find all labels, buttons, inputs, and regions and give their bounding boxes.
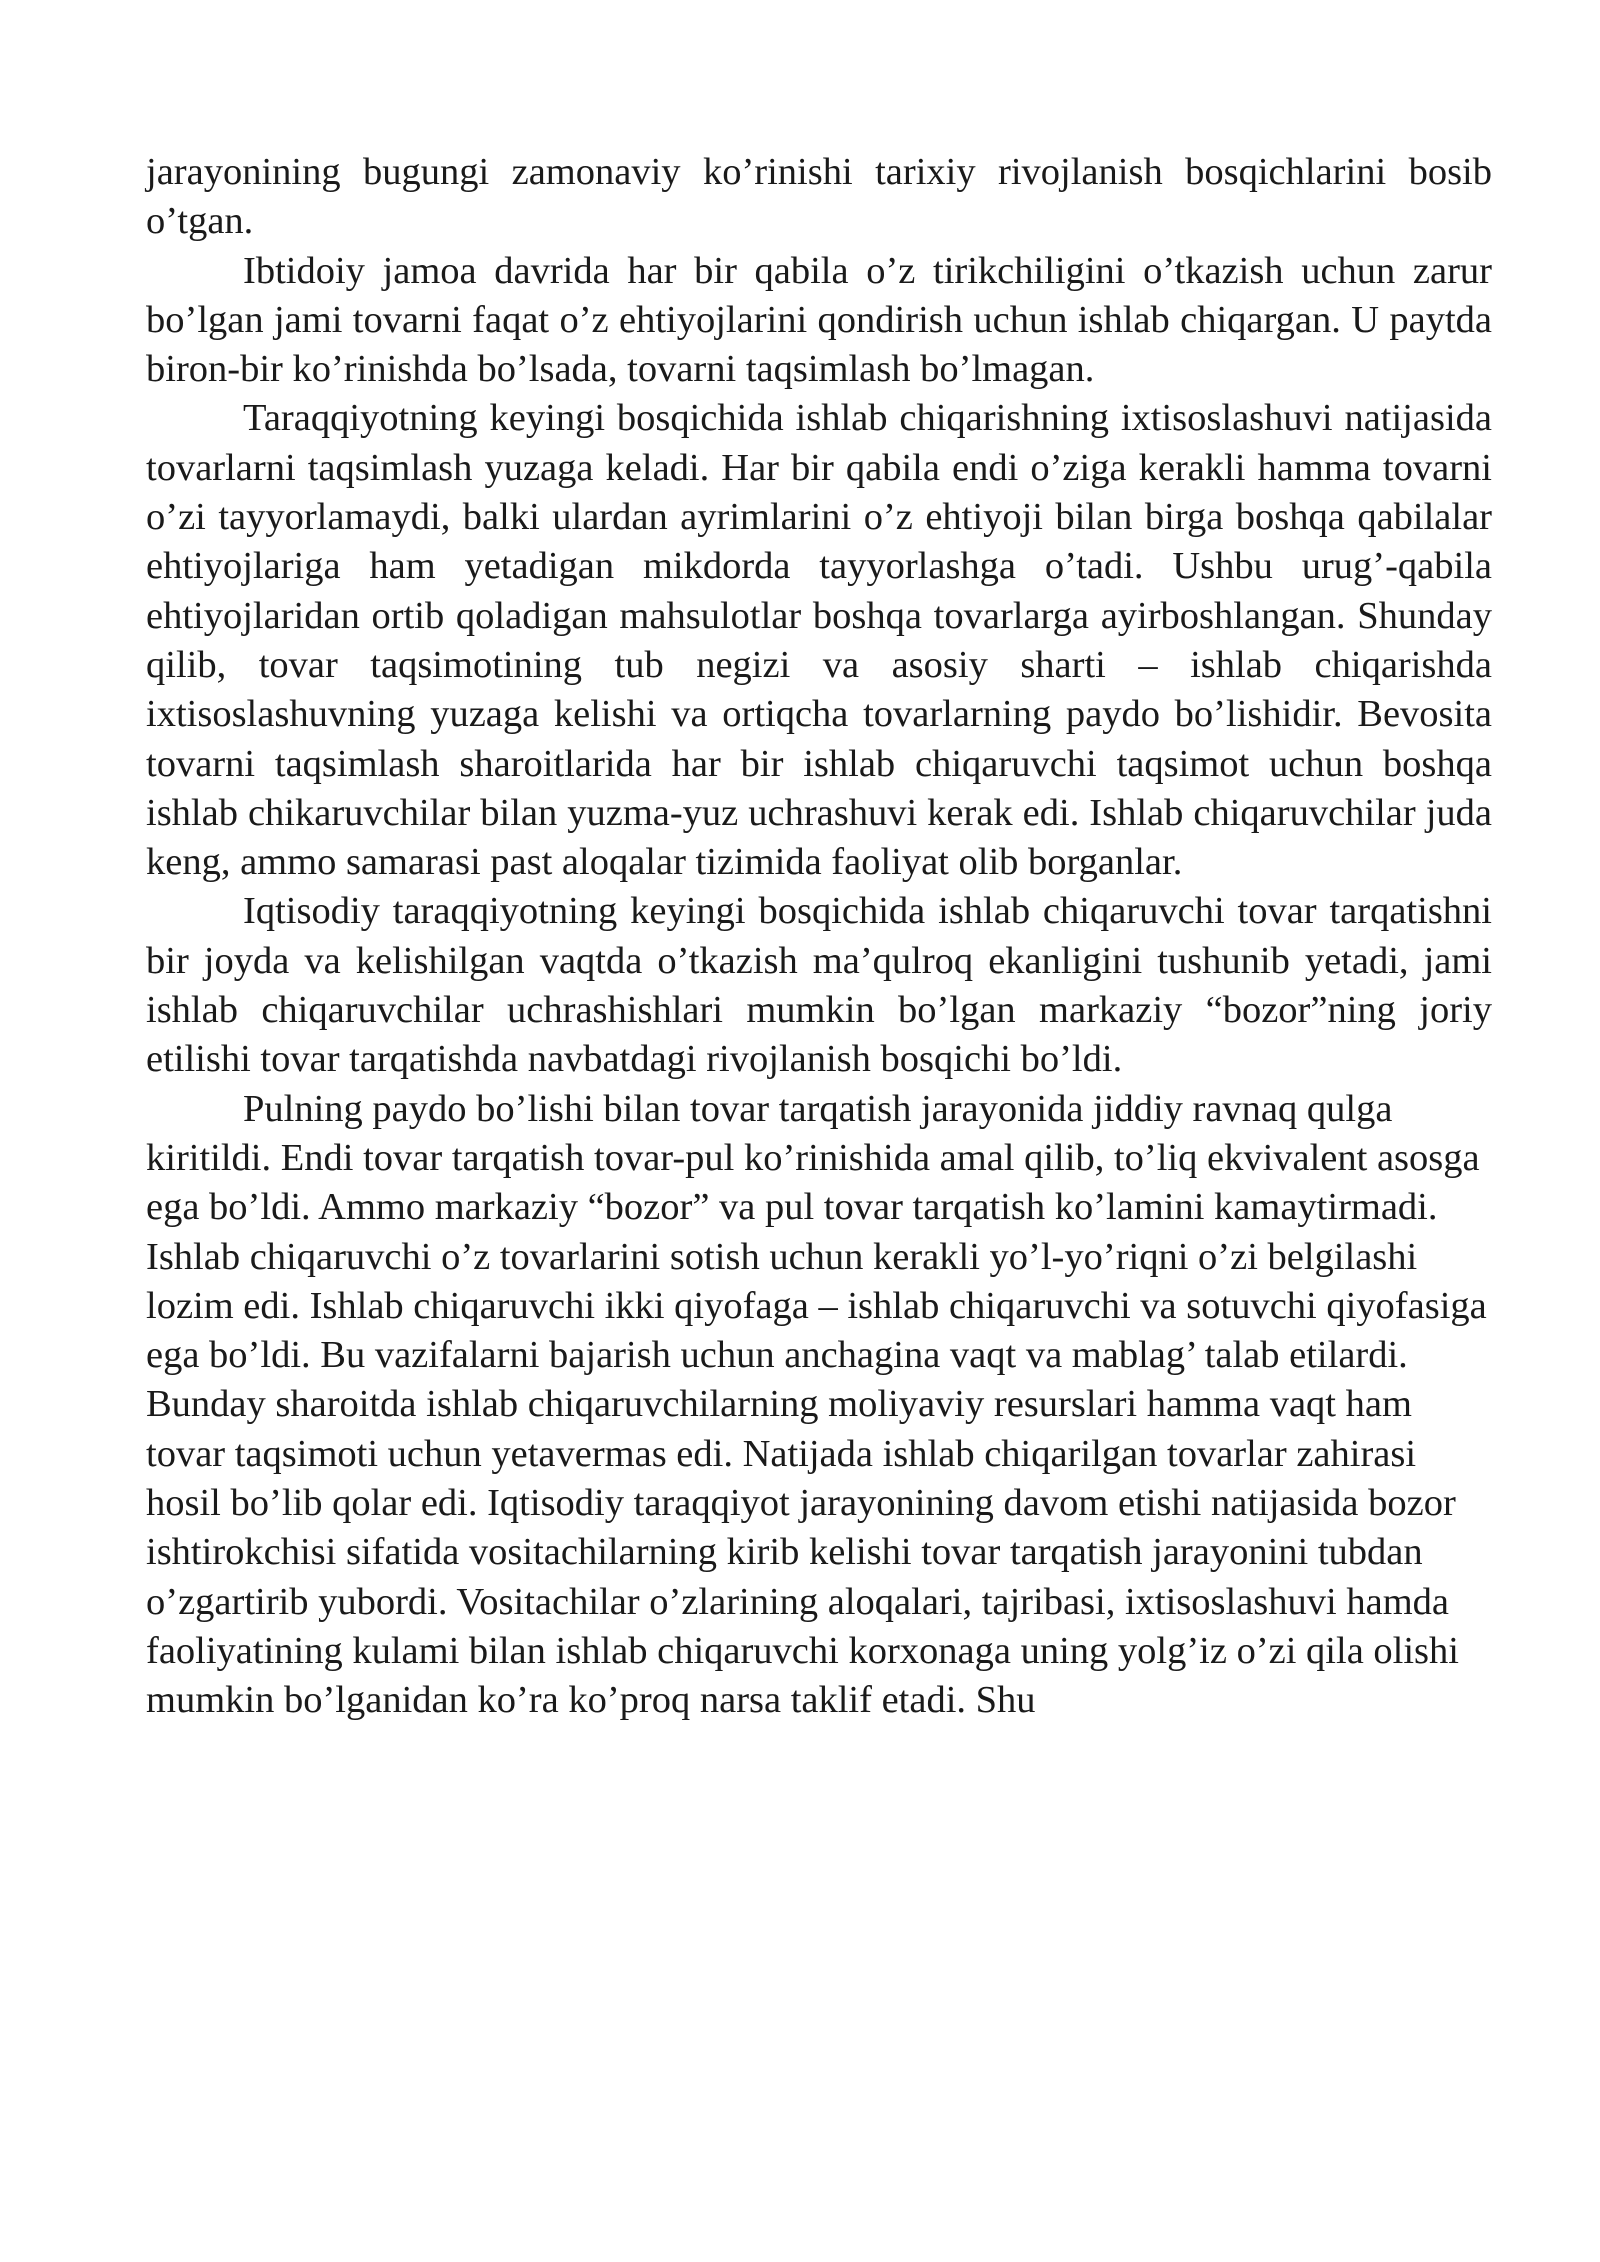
paragraph-5: Pulning paydo bo’lishi bilan tovar tarqatish jarayonida jiddiy ravnaq qulga kiritildi. Endi tovar tarqatish tovar-pul ko’rinishida amal qilib, to’liq ekvivalent asosga ega bo’ldi. Ammo markaziy “bozor” va pul tovar tarqatish ko’lamini kamaytirmadi. Ishlab chiqaruvchi o’z tovarlarini sotish uchun kerakli yo’l-yo’riqni o’zi belgilashi lozim edi. Ishlab chiqaruvchi ikki qiyofaga – ishlab chiqaruvchi va sotuvchi qiyofasiga ega bo’ldi. Bu vazifalarni bajarish uchun anchagina vaqt va mablag’ talab etilardi. Bunday sharoitda ishlab chiqaruvchilarning moliyaviy resurslari hamma vaqt ham tovar taqsimoti uchun yetavermas edi. Natijada ishlab chiqarilgan tovarlar zahirasi hosil bo’lib qolar edi. Iqtisodiy taraqqiyot jarayonining davom etishi natijasida bozor ishtirokchisi sifatida vositachilarning kirib kelishi tovar tarqatish jarayonini tubdan o’zgartirib yubordi. Vositachilar o’zlarining aloqalari, tajribasi, ixtisoslashuvi hamda faoliyatining kulami bilan ishlab chiqaruvchi korxonaga uning yolg’iz o’zi qila olishi mumkin bo’lganidan ko’ra ko’proq narsa taklif etadi. Shu (146, 1087, 1487, 1722)
paragraph-2: Ibtidoiy jamoa davrida har bir qabila o’z tirikchiligini o’tkazish uchun zarur bo’lgan jami tovarni faqat o’z ehtiyojlarini qondirish uchun ishlab chiqargan. U paytda biron-bir ko’rinishda bo’lsada, tovarni taqsimlash bo’lmagan. (146, 249, 1492, 391)
paragraph-1: jarayonining bugungi zamonaviy ko’rinishi tarixiy rivojlanish bosqichlarini bosib o’tgan. (146, 151, 1492, 243)
paragraph-3: Taraqqiyotning keyingi bosqichida ishlab chiqarishning ixtisoslashuvi natijasida tovarlarni taqsimlash yuzaga keladi. Har bir qabila endi o’ziga kerakli hamma tovarni o’zi tayyorlamaydi, balki ulardan ayrimlarini o’z ehtiyoji bilan birga boshqa qabilalar ehtiyojlariga ham yetadigan mikdorda tayyorlashga o’tadi. Ushbu urug’-qabila ehtiyojlaridan ortib qoladigan mahsulotlar boshqa tovarlarga ayirboshlangan. Shunday qilib, tovar taqsimotining tub negizi va asosiy sharti – ishlab chiqarishda ixtisoslashuvning yuzaga kelishi va ortiqcha tovarlarning paydo bo’lishidir. Bevosita tovarni taqsimlash sharoitlarida har bir ishlab chiqaruvchi taqsimot uchun boshqa ishlab chikaruvchilar bilan yuzma-yuz uchrashuvi kerak edi. Ishlab chiqaruvchilar juda keng, ammo samarasi past aloqalar tizimida faoliyat olib borganlar. (146, 397, 1492, 884)
document-page (146, 148, 1492, 1726)
paragraph-4: Iqtisodiy taraqqiyotning keyingi bosqichida ishlab chiqaruvchi tovar tarqatishni bir joyda va kelishilgan vaqtda o’tkazish ma’qulroq ekanligini tushunib yetadi, jami ishlab chiqaruvchilar uchrashishlari mumkin bo’lgan markaziy “bozor”ning joriy etilishi tovar tarqatishda navbatdagi rivojlanish bosqichi bo’ldi. (146, 890, 1492, 1081)
